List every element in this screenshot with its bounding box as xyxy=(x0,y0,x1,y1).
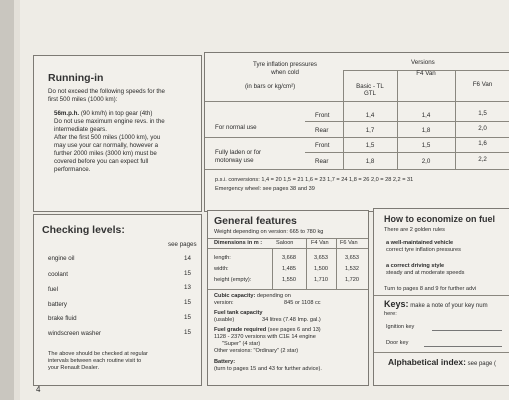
running-in-intro-2: first 500 miles (1000 km): xyxy=(48,96,118,103)
running-in-intro-1: Do not exceed the following speeds for the xyxy=(48,88,165,95)
group2-row2-pos: Rear xyxy=(315,158,329,165)
running-in-body-7: performance. xyxy=(54,166,91,173)
fuel-grade-line-3: Other versions: "Ordinary" (2 star) xyxy=(214,348,299,354)
page-number: 4 xyxy=(36,385,41,394)
fuel-grade-line-1: 1128 - 2370 versions with C1E 14 engine xyxy=(214,334,316,340)
tyre-panel xyxy=(204,52,509,212)
speed-line xyxy=(54,110,152,118)
col-sep-2 xyxy=(397,70,398,170)
running-in-body-4: may use your car normally, however a xyxy=(54,142,159,149)
general-title: General features xyxy=(214,215,297,227)
group-rule xyxy=(205,137,509,138)
economize-title: How to economize on fuel xyxy=(384,214,496,224)
group1-row2-pos: Rear xyxy=(315,127,329,134)
g1r2-v3: 2,0 xyxy=(478,125,487,132)
checking-title: Checking levels: xyxy=(42,224,125,236)
g2r1-v3: 1,6 xyxy=(478,140,487,147)
page-fold xyxy=(14,0,20,400)
dims-label: Dimensions in m : xyxy=(214,240,263,246)
dims-head-rule xyxy=(208,248,368,249)
tyre-heading-2: when cold xyxy=(271,69,299,76)
fuel-grade-line xyxy=(214,327,321,334)
rule1-rest: correct tyre inflation pressures xyxy=(386,247,461,253)
alpha-rule xyxy=(374,352,509,353)
check-page-4: 15 xyxy=(184,299,191,306)
dim-width-v2: 1,500 xyxy=(314,266,328,272)
turn-pages: Turn to pages 8 and 9 for further advi xyxy=(384,286,477,292)
rule2-rest: steady and at moderate speeds xyxy=(386,270,465,276)
checking-footer-3: your Renault Dealer. xyxy=(48,365,99,371)
fuel-grade-line-2: "Super" (4 star) xyxy=(222,341,261,347)
dim-height-v1: 1,550 xyxy=(282,277,296,283)
dim-length-v3: 3,653 xyxy=(345,255,359,261)
dim-height-v3: 1,720 xyxy=(345,277,359,283)
check-item-3: fuel xyxy=(48,286,58,293)
rule2-bold: a correct driving style xyxy=(386,263,445,269)
cubic-bold: Cubic capacity: xyxy=(214,293,256,299)
alpha-title: Alphabetical index: xyxy=(388,357,466,367)
g2r2-v1: 1,8 xyxy=(365,158,375,165)
group2-label-2: motorway use xyxy=(215,157,254,164)
economize-intro: There are 2 golden rules xyxy=(384,227,445,233)
col-gtl: GTL xyxy=(363,90,377,97)
dim-length-label: length: xyxy=(214,255,231,261)
speed-bold: 56m.p.h. xyxy=(54,110,80,117)
rule1-bold: a well-maintained vehicle xyxy=(386,240,454,246)
keys-title: Keys: xyxy=(384,299,409,309)
weight-rule xyxy=(208,238,368,239)
alpha-text: see page ( xyxy=(467,361,496,367)
general-panel xyxy=(207,210,369,386)
dim-width-v3: 1,532 xyxy=(345,266,359,272)
dim-height-label: height (empty): xyxy=(214,277,252,283)
door-line xyxy=(424,346,502,347)
keys-text: make a note of your key num xyxy=(410,303,488,309)
tyre-units: (in bars or kg/cm²) xyxy=(245,83,296,90)
g2r1-v2: 1,5 xyxy=(421,142,431,149)
group2-label-1: Fully laden or for xyxy=(215,149,262,156)
dim-length-v1: 3,668 xyxy=(282,255,296,261)
fuel-grade-bold: Fuel grade required xyxy=(214,327,267,333)
dim-height-v2: 1,710 xyxy=(314,277,328,283)
dim-width-v1: 1,485 xyxy=(282,266,296,272)
check-item-1: engine oil xyxy=(48,255,75,262)
table-bottom-rule xyxy=(205,169,509,170)
dim-width-label: width: xyxy=(214,266,229,272)
running-in-body-1: Do not use maximum engine revs. in the xyxy=(54,118,165,125)
checking-footer-1: The above should be checked at regular xyxy=(48,351,148,357)
dims-col-f4: F4 Van xyxy=(311,240,329,246)
g2-mid-rule xyxy=(305,152,509,153)
cubic-rest: depending on xyxy=(256,293,291,299)
keys-rule xyxy=(374,295,509,296)
speed-rest: (90 km/h) in top gear (4th) xyxy=(80,110,153,117)
ignition-label: Ignition key xyxy=(386,324,415,330)
see-pages-label: see pages xyxy=(168,241,197,248)
check-page-6: 15 xyxy=(184,329,191,336)
door-label: Door key xyxy=(386,340,409,346)
g1-mid-rule xyxy=(305,121,509,122)
cubic-line-1 xyxy=(214,293,291,300)
fuel-tank-bold: Fuel tank capacity xyxy=(214,310,263,316)
check-item-5: brake fluid xyxy=(48,315,77,322)
cubic-line-2-left: version: xyxy=(214,300,234,306)
psi-conversions: p.s.i. conversions: 1,4 = 20 1,5 = 21 1,6 = 23 1,7 = 24 1,8 = 26 2,0 = 28 2,2 = 31 xyxy=(215,177,414,183)
check-page-2: 15 xyxy=(184,270,191,277)
g1r2-v1: 1,7 xyxy=(365,127,375,134)
checking-panel xyxy=(33,214,202,386)
running-in-body-5: further 2000 miles (3000 km) must be xyxy=(54,150,157,157)
weight-line: Weight depending on version: 665 to 780 kg xyxy=(214,229,324,235)
ignition-line xyxy=(432,330,502,331)
dims-bottom-rule xyxy=(208,289,368,290)
check-item-6: windscreen washer xyxy=(48,330,101,337)
fuel-tank-left: (usable) xyxy=(214,317,235,323)
fuel-tank-right: 34 litres (7.48 Imp. gal.) xyxy=(262,317,321,323)
group1-row1-pos: Front xyxy=(315,112,330,119)
dim-length-v2: 3,653 xyxy=(314,255,328,261)
g1r1-v1: 1,4 xyxy=(365,112,375,119)
g1r1-v2: 1,4 xyxy=(421,112,431,119)
versions-label: Versions xyxy=(411,59,435,66)
fuel-grade-rest: (see pages 6 and 13) xyxy=(267,327,321,333)
g1r2-v2: 1,8 xyxy=(421,127,431,134)
dims-col-saloon: Saloon xyxy=(276,240,294,246)
group2-row1-pos: Front xyxy=(315,142,330,149)
alpha-line xyxy=(388,357,496,367)
g2r2-v2: 2,0 xyxy=(421,158,431,165)
check-item-2: coolant xyxy=(48,271,68,278)
keys-line xyxy=(384,299,488,309)
col-f4: F4 Van xyxy=(416,70,436,77)
page-edge xyxy=(0,0,14,400)
check-item-4: battery xyxy=(48,301,67,308)
running-in-body-2: intermediate gears. xyxy=(54,126,107,133)
dims-col-f6: F6 Van xyxy=(340,240,358,246)
keys-text-2: here: xyxy=(384,311,397,317)
running-in-title: Running-in xyxy=(48,72,104,84)
group1-label: For normal use xyxy=(215,124,257,131)
col-basic: Basic - TL xyxy=(356,83,384,90)
g1r1-v3: 1,5 xyxy=(478,110,487,117)
g2r1-v1: 1,5 xyxy=(365,142,375,149)
g2r2-v3: 2,2 xyxy=(478,156,487,163)
check-page-1: 14 xyxy=(184,255,191,262)
cubic-line-2-right: 845 or 1108 cc xyxy=(284,300,321,306)
col-f6: F6 Van xyxy=(472,81,493,88)
battery-bold: Battery: xyxy=(214,359,236,365)
economize-panel xyxy=(373,208,509,386)
check-page-3: 13 xyxy=(184,284,191,291)
tyre-heading-1: Tyre inflation pressures xyxy=(253,61,317,68)
running-in-panel xyxy=(33,55,202,212)
running-in-body-6: covered before you can expect full xyxy=(54,158,149,165)
running-in-body-3: After the first 500 miles (1000 km), you xyxy=(54,134,161,141)
header-rule xyxy=(205,101,509,102)
check-page-5: 15 xyxy=(184,314,191,321)
emergency-wheel: Emergency wheel: see pages 38 and 39 xyxy=(215,186,315,192)
checking-footer-2: intervals between each routine visit to xyxy=(48,358,142,364)
battery-line: (turn to pages 15 and 43 for further advice). xyxy=(214,366,322,372)
